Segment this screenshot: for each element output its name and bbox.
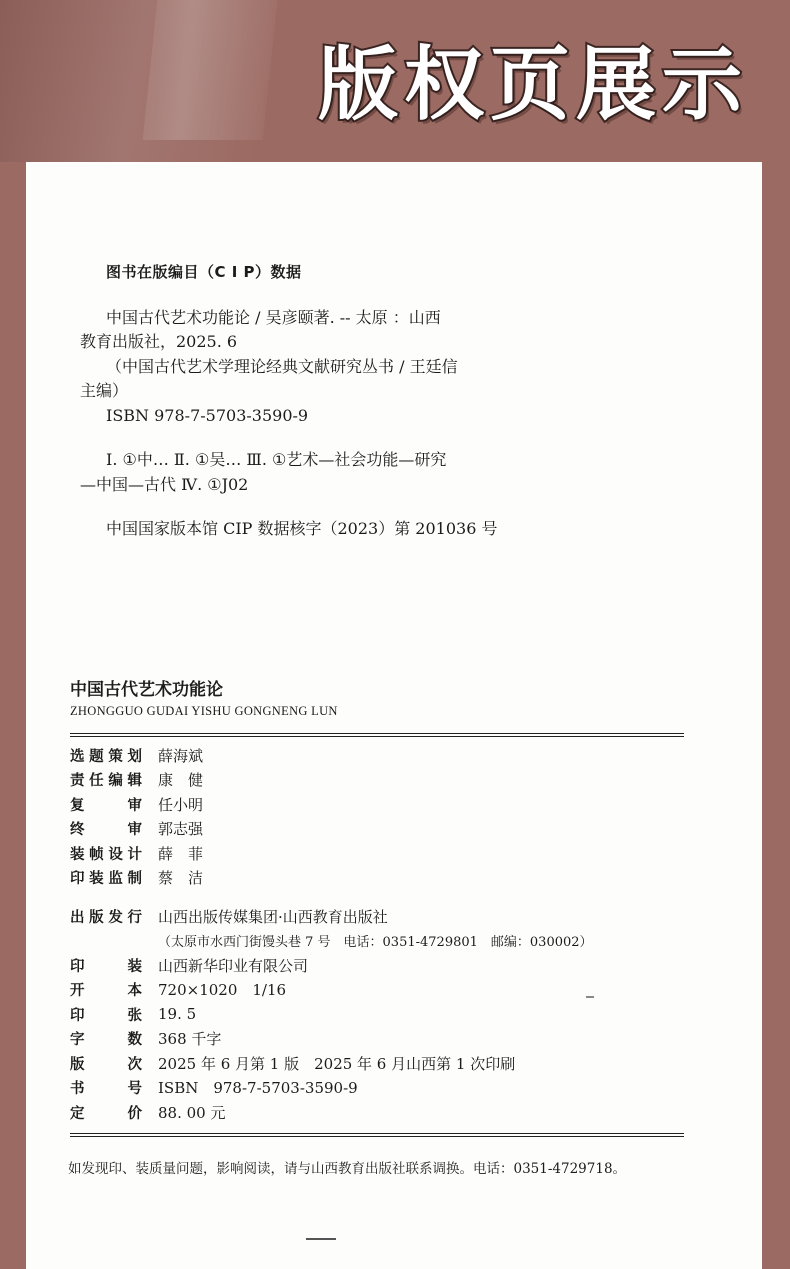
spec-label: 定 价 (70, 1105, 142, 1122)
book-photo-background (143, 0, 278, 140)
spec-label: 印 装 (70, 958, 142, 975)
publisher-label: 出 版 发 行 (70, 909, 142, 926)
cip-entry-line1: 中国古代艺术功能论 / 吴彦颐著. -- 太原 ：山西 (106, 307, 441, 327)
staff-list (70, 743, 684, 1125)
spec-value: 2025 年 6 月第 1 版 2025 年 6 月山西第 1 次印刷 (158, 1054, 516, 1073)
spec-row (70, 1002, 684, 1027)
book-title-pinyin: ZHONGGUO GUDAI YISHU GONGNENG LUN (70, 704, 338, 718)
cip-series-line2: 主编） (80, 381, 129, 400)
double-rule-bottom (70, 1133, 684, 1137)
cip-series-line1: （中国古代艺术学理论经典文献研究丛书 / 王廷信 (106, 356, 458, 376)
cip-entry-line2: 教育出版社，2025. 6 (80, 332, 238, 351)
publisher-value: 山西出版传媒集团·山西教育出版社 (158, 907, 388, 926)
staff-label: 印 装 监 制 (70, 871, 142, 888)
staff-row (70, 817, 684, 842)
publisher-row (70, 904, 684, 929)
staff-row (70, 792, 684, 817)
credits-block (70, 675, 684, 1137)
cip-heading: 图书在版编目（C I P）数据 (106, 263, 302, 281)
spec-value: 山西新华印业有限公司 (158, 956, 309, 975)
staff-value: 薛海斌 (158, 746, 204, 765)
cip-block (80, 260, 498, 542)
spec-row (70, 1076, 684, 1101)
cip-isbn: ISBN 978-7-5703-3590-9 (106, 405, 309, 425)
staff-value: 郭志强 (158, 820, 204, 839)
cip-class-line2: —中国—古代 Ⅳ. ①J02 (80, 474, 249, 494)
spec-value: 88. 00 元 (158, 1103, 226, 1122)
spec-value: 19. 5 (158, 1005, 197, 1024)
spec-label: 开 本 (70, 983, 142, 1000)
staff-value: 任小明 (158, 795, 204, 814)
staff-row (70, 841, 684, 866)
spec-row (70, 978, 684, 1003)
spec-label: 印 张 (70, 1007, 142, 1024)
staff-label: 终 审 (70, 822, 142, 839)
paper-speck (306, 1238, 336, 1240)
staff-row (70, 866, 684, 891)
staff-row (70, 768, 684, 793)
spec-label: 版 次 (70, 1056, 142, 1073)
cip-class-line1: Ⅰ. ①中… Ⅱ. ①吴… Ⅲ. ①艺术—社会功能—研究 (106, 450, 447, 469)
double-rule-top (70, 733, 684, 737)
spec-value: ISBN 978-7-5703-3590-9 (158, 1079, 358, 1098)
banner-title: 版权页展示 (318, 38, 748, 131)
book-title: 中国古代艺术功能论 (70, 680, 223, 700)
banner (0, 0, 790, 162)
staff-row (70, 743, 684, 768)
staff-label: 复 审 (70, 797, 142, 814)
staff-label: 选 题 策 划 (70, 748, 142, 765)
staff-value: 蔡 洁 (158, 869, 204, 888)
spec-label: 字 数 (70, 1032, 142, 1049)
quality-notice: 如发现印、装质量问题，影响阅读，请与山西教育出版社联系调换。电话：0351-4729718。 (68, 1161, 627, 1177)
cip-verify-number: 中国国家版本馆 CIP 数据核字（2023）第 201036 号 (106, 519, 498, 538)
spec-label: 书 号 (70, 1081, 142, 1098)
staff-label: 责 任 编 辑 (70, 773, 142, 790)
staff-label: 装 帧 设 计 (70, 846, 142, 863)
staff-value: 薛 菲 (158, 844, 204, 863)
spec-row (70, 1027, 684, 1052)
spec-row (70, 1051, 684, 1076)
spec-value: 368 千字 (158, 1030, 222, 1049)
paper-speck (586, 996, 594, 998)
spec-row (70, 1100, 684, 1125)
spec-value: 720×1020 1/16 (158, 981, 287, 1000)
spec-row (70, 953, 684, 978)
staff-value: 康 健 (158, 771, 204, 790)
copyright-page (26, 162, 762, 1269)
publisher-address: （太原市水西门街馒头巷 7 号 电话：0351-4729801 邮编：030002） (158, 935, 593, 951)
